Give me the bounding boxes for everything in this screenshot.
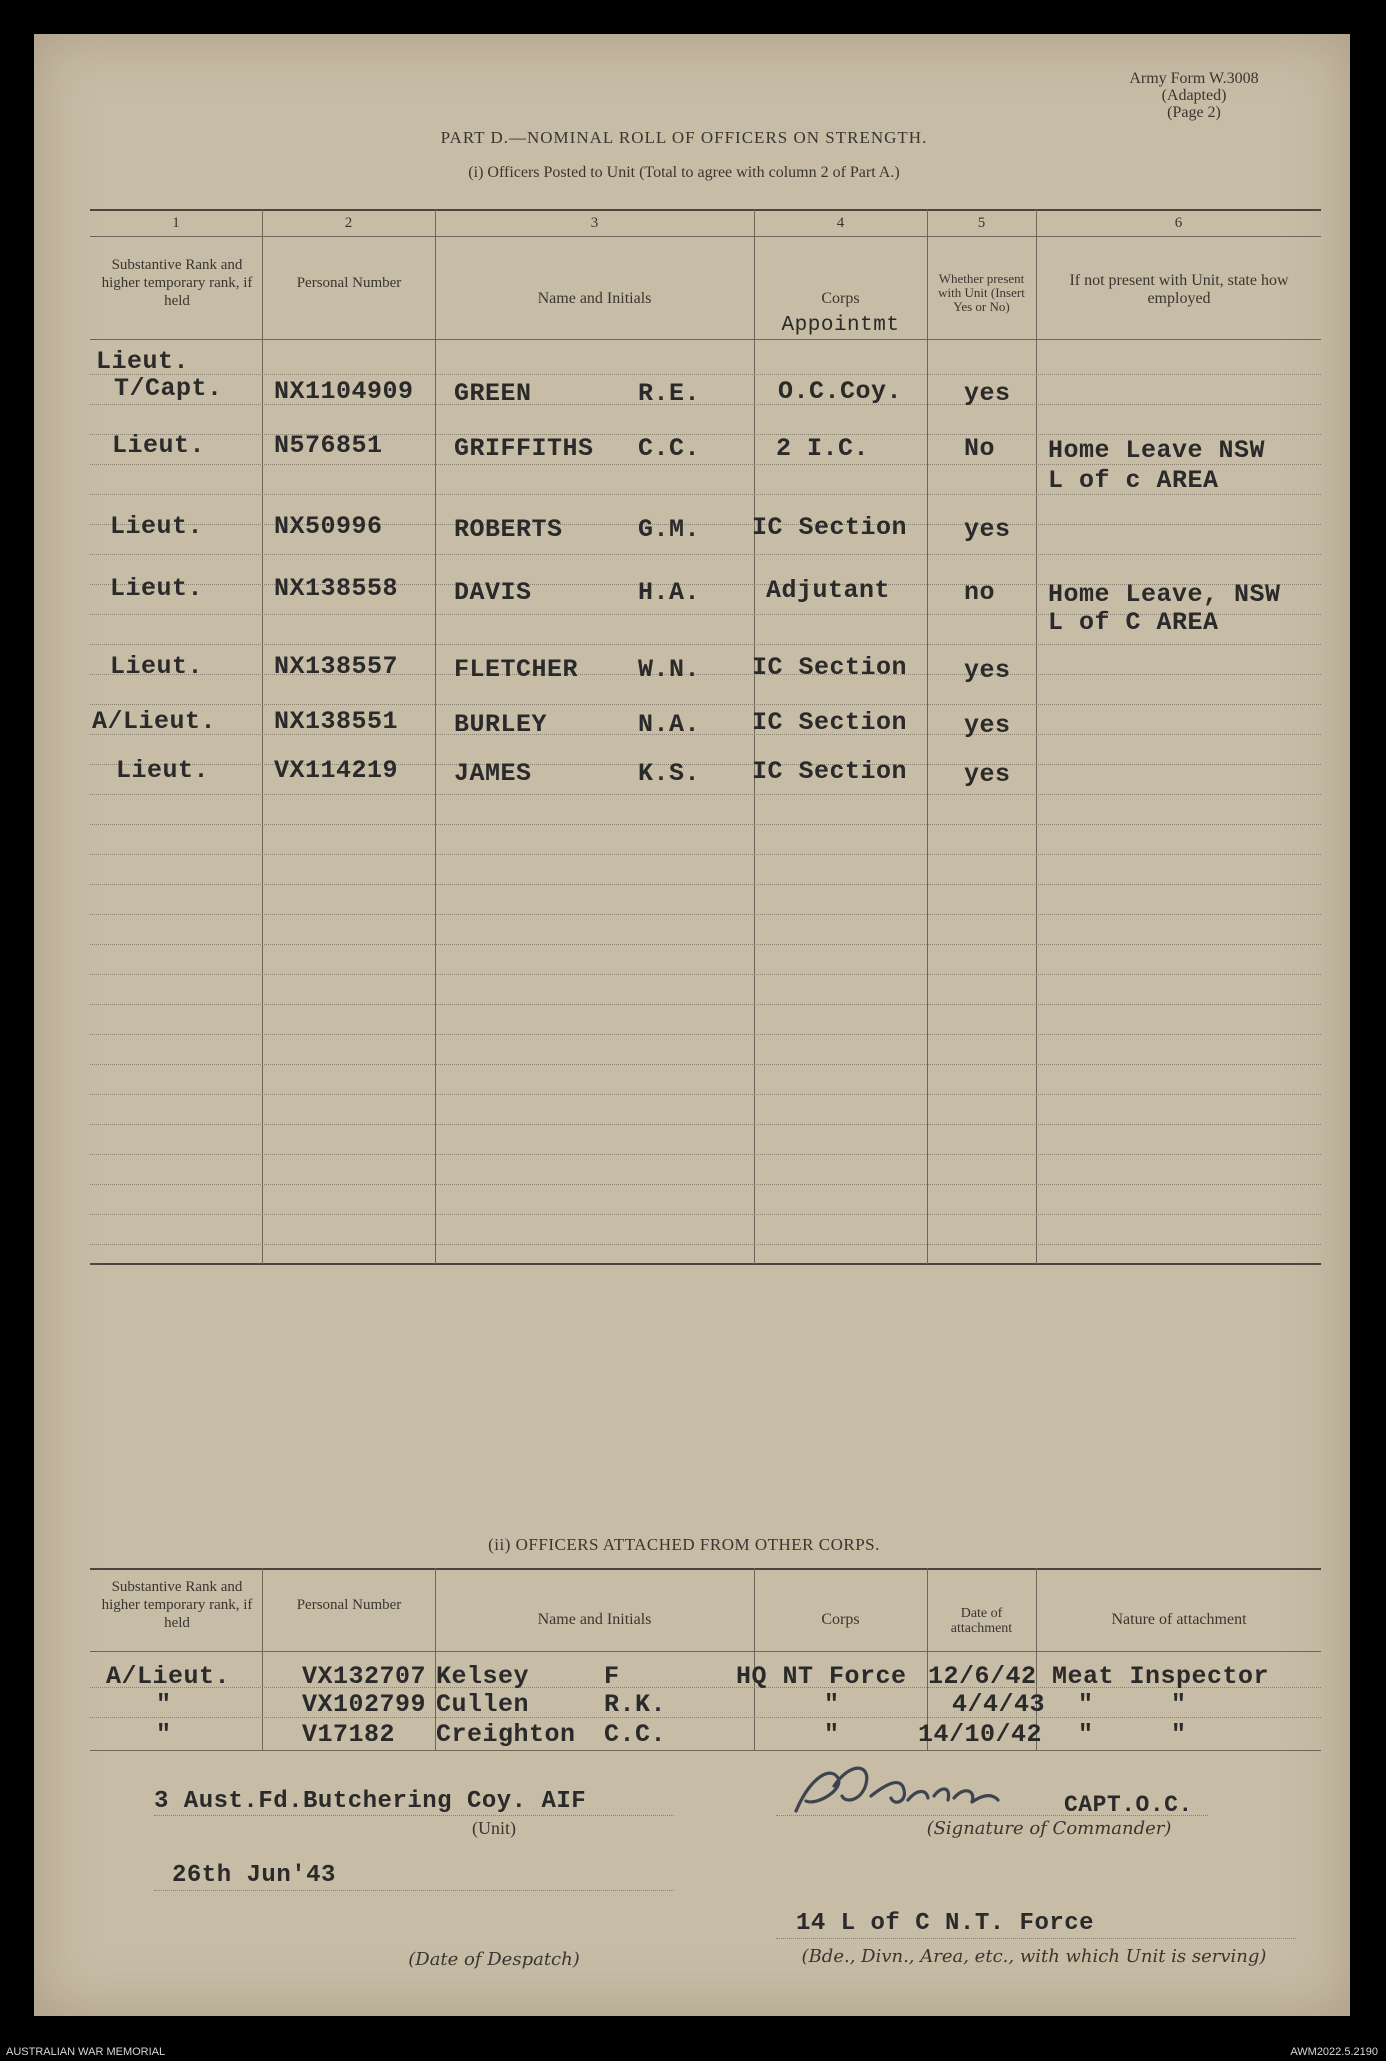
attached-corps: " [824,1690,840,1719]
section2-title: (ii) OFFICERS ATTACHED FROM OTHER CORPS. [488,1535,880,1554]
posted-initials: C.C. [638,434,701,463]
posted-number: NX138551 [274,707,399,736]
posted-corps: IC Section [752,513,908,542]
commander-title: CAPT.O.C. [1064,1792,1193,1818]
header-employed: If not present with Unit, state how employed [1069,272,1289,307]
posted-initials: G.M. [638,515,701,544]
header2-corps: Corps [821,1611,860,1628]
t1-col-divider [262,209,263,1264]
rule-line [90,1094,1321,1095]
table1-bottom-rule [90,1263,1321,1265]
posted-surname: DAVIS [454,578,532,607]
rule-line [90,1064,1321,1065]
header-corps: Corps [821,290,860,307]
t1-col-divider [1036,209,1037,1264]
form-id-line2: (Adapted) [1161,87,1227,104]
form-page [34,34,1350,2016]
rule-line [90,1124,1321,1125]
table1-number-rule [90,236,1321,237]
despatch-label: (Date of Despatch) [408,1949,580,1970]
posted-surname: FLETCHER [454,655,579,684]
posted-present: yes [964,515,1011,544]
unit-value: 3 Aust.Fd.Butchering Coy. AIF [154,1788,587,1815]
rule-line [90,944,1321,945]
rule-line [90,884,1321,885]
posted-present: yes [964,711,1011,740]
t1-col-divider [435,209,436,1264]
attached-initials: R.K. [604,1690,667,1719]
header-personal-number: Personal Number [296,275,402,291]
col-number-5: 5 [977,215,986,231]
rule-line [90,704,1321,705]
table2-bottom-rule [90,1750,1321,1751]
attached-date: 14/10/42 [918,1720,1043,1749]
page-subtitle: (i) Officers Posted to Unit (Total to agree with column 2 of Part A.) [468,164,900,181]
rule-line [90,1004,1321,1005]
posted-corps: Adjutant [766,576,891,605]
posted-present: No [964,434,996,463]
posted-rank: Lieut. [110,574,204,603]
header-corps-typed: Appointmt [781,314,900,337]
attached-initials: C.C. [604,1720,667,1749]
posted-corps: IC Section [752,653,908,682]
attached-surname: Kelsey [436,1662,530,1691]
attached-corps: HQ NT Force [736,1662,907,1691]
col-number-3: 3 [590,215,599,231]
attached-date: 4/4/43 [952,1690,1046,1719]
header2-nature: Nature of attachment [1111,1611,1247,1628]
posted-present: no [964,578,996,607]
posted-rank: Lieut. [116,756,210,785]
posted-number: NX138558 [274,574,399,603]
rule-line [90,374,1321,375]
rule-line [90,854,1321,855]
table2-top-rule [90,1568,1321,1570]
attached-nature: " " [1078,1720,1187,1749]
rule-line [90,1034,1321,1035]
header2-date: Date of attachment [950,1606,1013,1636]
posted-initials: H.A. [638,578,701,607]
posted-present: yes [964,760,1011,789]
footer-left: AUSTRALIAN WAR MEMORIAL [6,2046,166,2058]
attached-corps: " [824,1720,840,1749]
posted-employed: Home Leave, NSW [1048,580,1281,609]
col-number-2: 2 [344,215,353,231]
posted-corps: IC Section [752,708,908,737]
attached-date: 12/6/42 [928,1662,1037,1691]
posted-rank: Lieut. [112,431,206,460]
posted-present: yes [964,379,1011,408]
posted-corps: 2 I.C. [776,434,870,463]
posted-rank: T/Capt. [114,374,223,403]
t1-col-divider [927,209,928,1264]
posted-number: N576851 [274,431,383,460]
header-rank: Substantive Rank and higher temporary rank, if held [101,257,253,309]
attached-surname: Creighton [436,1720,576,1749]
posted-initials: K.S. [638,759,701,788]
form-id [1094,70,1294,121]
table1-header-rule [90,339,1321,340]
attached-rank: " [156,1690,172,1719]
header2-name: Name and Initials [537,1611,652,1628]
attached-rank: A/Lieut. [106,1662,231,1691]
posted-initials: W.N. [638,655,701,684]
attached-number: VX102799 [302,1690,427,1719]
attached-nature: Meat Inspector [1052,1662,1270,1691]
posted-employed: L of c AREA [1048,466,1219,495]
page-title: PART D.—NOMINAL ROLL OF OFFICERS ON STRENGTH. [440,128,928,147]
despatch-rule [154,1890,674,1891]
posted-surname: JAMES [454,759,532,788]
attached-number: VX132707 [302,1662,427,1691]
col-number-4: 4 [836,215,845,231]
serving-rule [776,1938,1296,1939]
rule-line [90,914,1321,915]
posted-initials: N.A. [638,710,701,739]
posted-employed: Home Leave NSW [1048,436,1266,465]
attached-initials: F [604,1662,620,1691]
header-present: Whether present with Unit (Insert Yes or No) [938,271,1025,314]
posted-surname: ROBERTS [454,515,563,544]
t2-col-divider [754,1568,755,1750]
col-number-6: 6 [1174,215,1183,231]
rule-line [90,1154,1321,1155]
rule-line [90,1184,1321,1185]
posted-initials: R.E. [638,379,701,408]
header-name: Name and Initials [537,290,652,307]
form-id-line3: (Page 2) [1167,104,1221,121]
posted-surname: GREEN [454,379,532,408]
despatch-value: 26th Jun'43 [172,1862,336,1889]
header2-rank: Substantive Rank and higher temporary rank, if held [101,1579,253,1631]
signature-label: (Signature of Commander) [926,1818,1172,1839]
table2-header-rule [90,1651,1321,1652]
rule-line [90,554,1321,555]
attached-rank: " [156,1720,172,1749]
serving-label: (Bde., Divn., Area, etc., with which Unit is serving) [801,1946,1267,1967]
posted-number: NX50996 [274,512,383,541]
attached-nature: " " [1078,1690,1187,1719]
posted-corps: O.C.Coy. [778,377,903,406]
footer-right: AWM2022.5.2190 [1290,2046,1378,2058]
posted-rank: Lieut. [110,652,204,681]
unit-rule [154,1815,674,1816]
posted-rank: Lieut. [110,512,204,541]
posted-corps: IC Section [752,757,908,786]
posted-employed: L of C AREA [1048,608,1219,637]
posted-present: yes [964,656,1011,685]
header2-personal-number: Personal Number [296,1597,402,1613]
rule-line [90,1244,1321,1245]
t2-col-divider [262,1568,263,1750]
posted-number: NX1104909 [274,377,414,406]
attached-surname: Cullen [436,1690,530,1719]
attached-number: V17182 [302,1720,396,1749]
rule-line [90,644,1321,645]
rule-line [90,794,1321,795]
table1-top-rule [90,209,1321,211]
serving-value: 14 L of C N.T. Force [796,1910,1095,1937]
posted-surname: BURLEY [454,710,548,739]
rule-line [90,1214,1321,1215]
posted-surname: GRIFFITHS [454,434,594,463]
col-number-1: 1 [172,215,180,231]
posted-rank: A/Lieut. [92,707,217,736]
posted-rank-top: Lieut. [96,347,190,376]
form-id-line1: Army Form W.3008 [1129,70,1259,87]
unit-label: (Unit) [472,1818,516,1838]
rule-line [90,824,1321,825]
posted-number: VX114219 [274,756,399,785]
rule-line [90,974,1321,975]
posted-number: NX138557 [274,652,399,681]
